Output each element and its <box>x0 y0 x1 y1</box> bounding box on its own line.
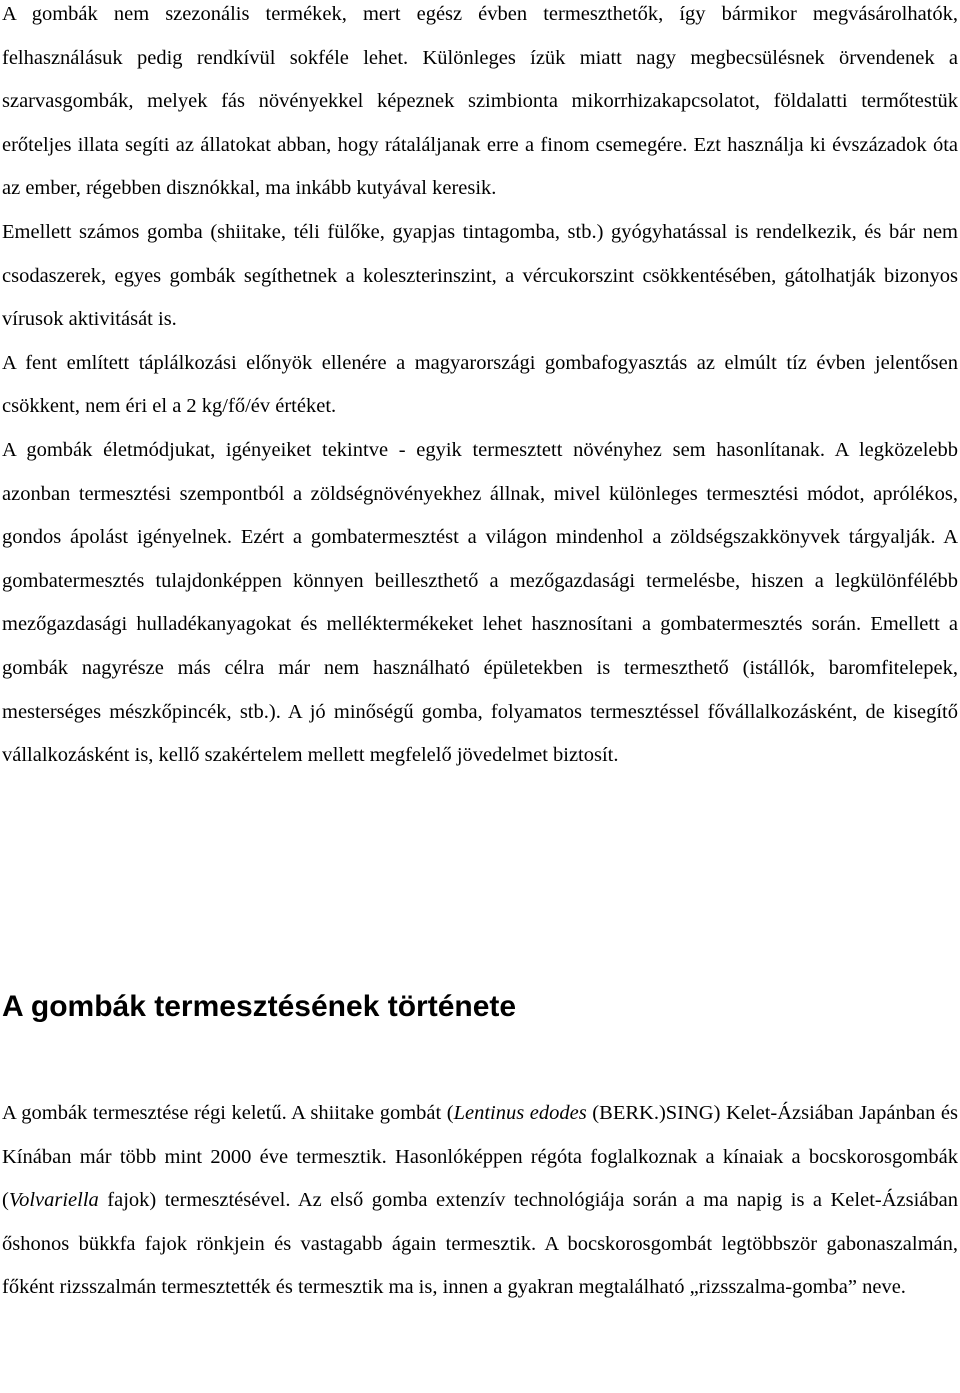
history-text-1: A gombák termesztése régi keletű. A shiitake gombát ( <box>2 1102 454 1124</box>
section-heading: A gombák termesztésének története <box>2 990 517 1023</box>
species-name-volvariella: Volvariella <box>8 1189 99 1212</box>
paragraph-history <box>2 1092 958 1310</box>
paragraph-intro-2: Emellett számos gomba (shiitake, téli fülőke, gyapjas tintagomba, stb.) gyógyhatással is rendelkezik, és bár nem csodaszerek, egyes gombák segíthetnek a koleszterinszint, a vércukorszint csökkentésében, gátolhatják bizonyos vírusok aktivitását is. <box>2 220 958 331</box>
paragraph-intro-4: A gombák életmódjukat, igényeiket tekintve - egyik termesztett növényhez sem hasonlítanak. A legközelebb azonban termesztési szempontból a zöldségnövényekhez állnak, mivel különleges termesztési módot, aprólékos, gondos ápolást igényelnek. Ezért a gombatermesztést a világon mindenhol a zöldségszakkönyvek tárgyalják. A gombatermesztés tulajdonképpen könnyen beilleszthető a mezőgazdasági termelésbe, hiszen a legkülönfélébb mezőgazdasági hulladékanyagokat és melléktermékeket lehet hasznosítani a gombatermesztés során. Emellett a gombák nagyrésze más célra már nem használható épületekben is termeszthető (istállók, baromfitelepek, mesterséges mészkőpincék, stb.). A jó minőségű gomba, folyamatos termesztéssel fővállalkozásként, de kisegítő vállalkozásként is, kellő szakértelem mellett megfelelő jövedelmet biztosít. <box>2 438 958 767</box>
paragraph-intro-1: A gombák nem szezonális termékek, mert egész évben termeszthetők, így bármikor megvásárolhatók, felhasználásuk pedig rendkívül sokféle lehet. Különleges ízük miatt nagy megbecsülésnek örvendenek a szarvasgombák, melyek fás növényekkel képeznek szimbionta mikorrhizakapcsolatot, földalatti termőtestük erőteljes illata segíti az állatokat abban, hogy rátaláljanak erre a finom csemegére. Ezt használja ki évszázadok óta az ember, régebben disznókkal, ma inkább kutyával keresik. <box>2 3 958 200</box>
section-body <box>2 1092 958 1310</box>
history-text-5: fajok) termesztésével. Az első gomba extenzív technológiája során a ma napig is a Kelet-Ázsiában őshonos bükkfa fajok rönkjein és vastagabb ágain termesztik. A bocskorosgombát legtöbbször gabonaszalmán, főként rizsszalmán termesztették és termesztik ma is, innen a gyakran megtalálható „rizsszalma-gomba” neve. <box>2 1189 958 1299</box>
author-berk: ERK <box>612 1102 654 1124</box>
history-text-3: .)S <box>653 1102 678 1124</box>
paragraph-intro-3: A fent említett táplálkozási előnyök ellenére a magyarországi gombafogyasztás az elmúlt tíz évben jelentősen csökkent, nem éri el a 2 kg/fő/év értéket. <box>2 351 958 418</box>
history-text-4: ) Kelet-Ázsiában Japánban és Kínában már több mint 2000 éve termesztik. Hasonlóképpen régóta foglalkoznak a kínaiak a bocskorosgombák ( <box>2 1102 958 1212</box>
history-text-2: (B <box>586 1102 613 1124</box>
author-sing: ING <box>677 1102 714 1124</box>
species-name-lentinus: Lentinus edodes <box>453 1102 587 1124</box>
